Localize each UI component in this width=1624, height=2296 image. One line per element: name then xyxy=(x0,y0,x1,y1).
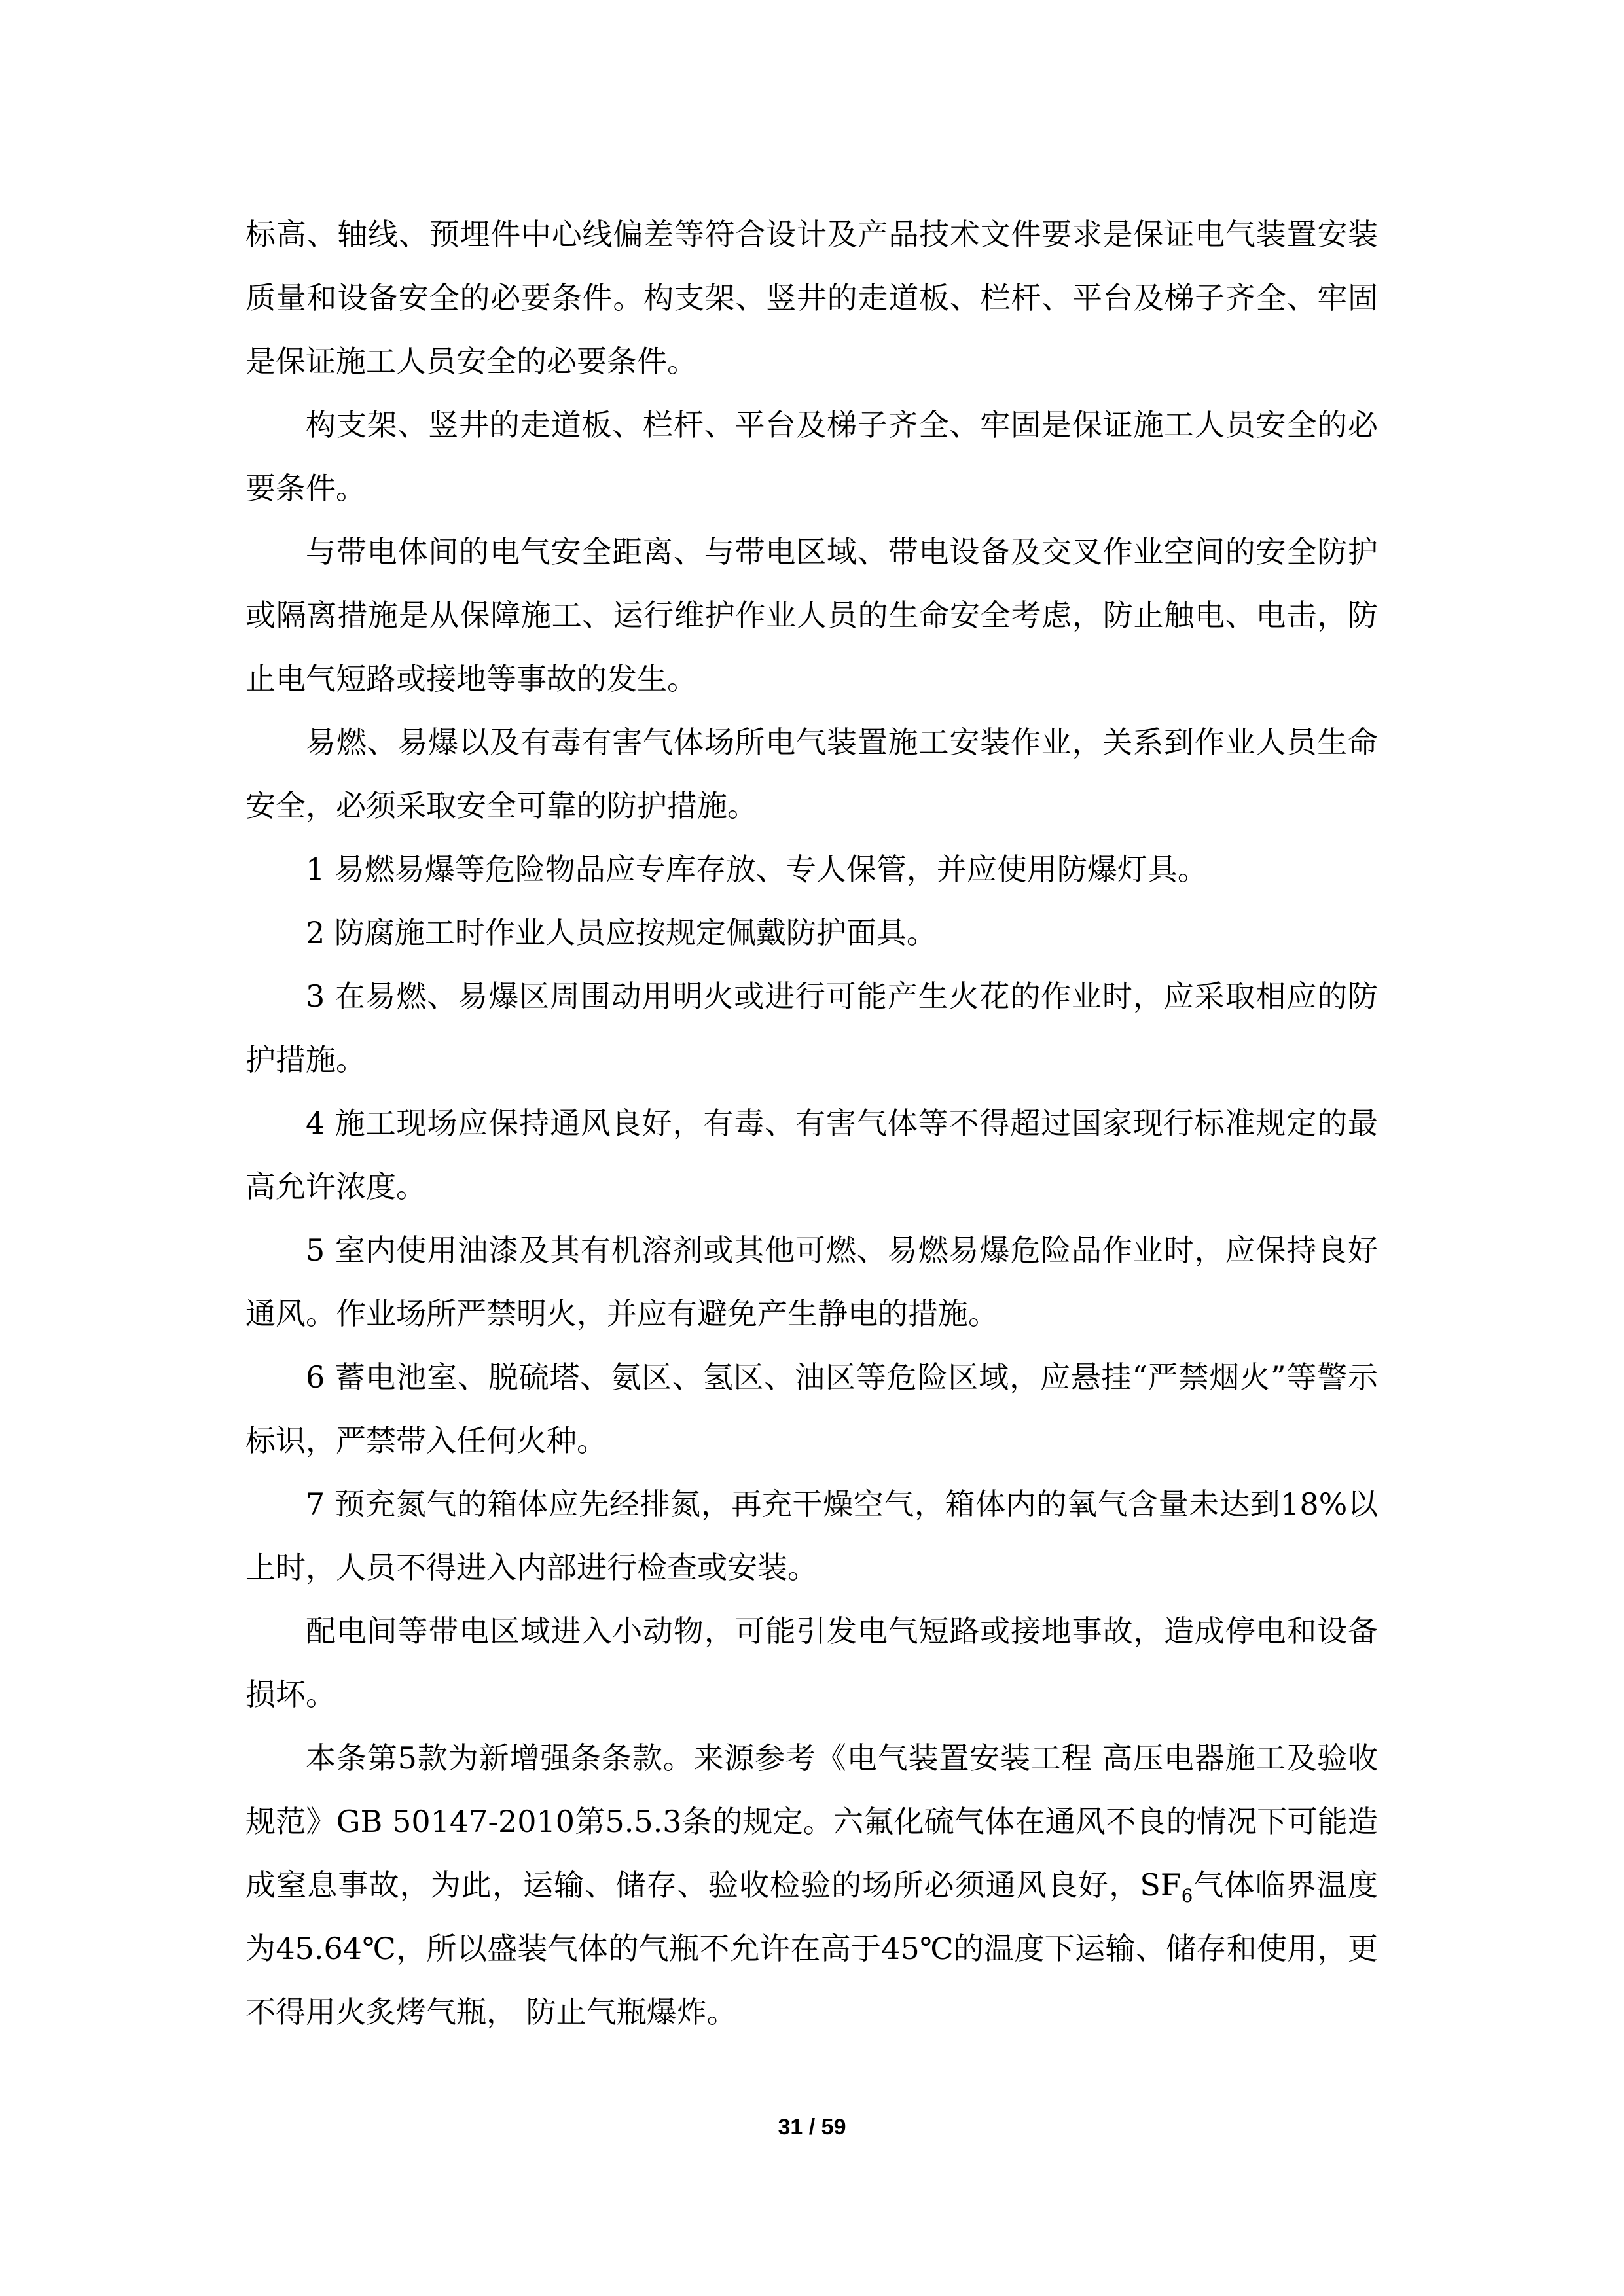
document-body xyxy=(245,203,1378,2044)
paragraph-2: 构支架、竖井的走道板、栏杆、平台及梯子齐全、牢固是保证施工人员安全的必要条件。 xyxy=(245,407,1378,506)
paragraph-6 xyxy=(245,1727,1378,2044)
list-item-3: 3 在易燃、易爆区周围动用明火或进行可能产生火花的作业时，应采取相应的防护措施。 xyxy=(245,978,1378,1077)
paragraph-1: 标高、轴线、预埋件中心线偏差等符合设计及产品技术文件要求是保证电气装置安装质量和设备安全的必要条件。构支架、竖井的走道板、栏杆、平台及梯子齐全、牢固是保证施工人员安全的必要条件。 xyxy=(245,217,1378,379)
page-number: 31 / 59 xyxy=(778,2115,846,2140)
list-item-7: 7 预充氮气的箱体应先经排氮，再充干燥空气，箱体内的氧气含量未达到18%以上时，人员不得进入内部进行检查或安装。 xyxy=(245,1486,1378,1585)
paragraph-4: 易燃、易爆以及有毒有害气体场所电气装置施工安装作业，关系到作业人员生命安全，必须采取安全可靠的防护措施。 xyxy=(245,725,1378,823)
list-item-6: 6 蓄电池室、脱硫塔、氨区、氢区、油区等危险区域，应悬挂“严禁烟火”等警示标识，严禁带入任何火种。 xyxy=(245,1359,1378,1458)
list-item-1: 1 易燃易爆等危险物品应专库存放、专人保管，并应使用防爆灯具。 xyxy=(306,852,1208,887)
paragraph-6-part-1: 本条第5款为新增强条条款。来源参考《电气装置安装工程 高压电器施工及验收规范》GB 50147-2010第5.5.3条的规定。六氟化硫气体在通风不良的情况下可能造成窒息事故，为此，运输、储存、验收检验的场所必须通风良好，SF xyxy=(245,1740,1378,1903)
paragraph-6-part-2: 气体临界温度为45.64℃，所以盛装气体的气瓶不允许在高于45℃的温度下运输、储存和使用，更不得用火炙烤气瓶， 防止气瓶爆炸。 xyxy=(245,1867,1378,2030)
sf6-subscript: 6 xyxy=(1181,1885,1193,1907)
list-item-2: 2 防腐施工时作业人员应按规定佩戴防护面具。 xyxy=(306,915,937,950)
list-item-5: 5 室内使用油漆及其有机溶剂或其他可燃、易燃易爆危险品作业时，应保持良好通风。作业场所严禁明火，并应有避免产生静电的措施。 xyxy=(245,1232,1378,1331)
paragraph-3: 与带电体间的电气安全距离、与带电区域、带电设备及交叉作业空间的安全防护或隔离措施是从保障施工、运行维护作业人员的生命安全考虑，防止触电、电击，防止电气短路或接地等事故的发生。 xyxy=(245,534,1378,696)
list-item-4: 4 施工现场应保持通风良好，有毒、有害气体等不得超过国家现行标准规定的最高允许浓度。 xyxy=(245,1105,1378,1204)
paragraph-5: 配电间等带电区域进入小动物，可能引发电气短路或接地事故，造成停电和设备损坏。 xyxy=(245,1613,1378,1712)
